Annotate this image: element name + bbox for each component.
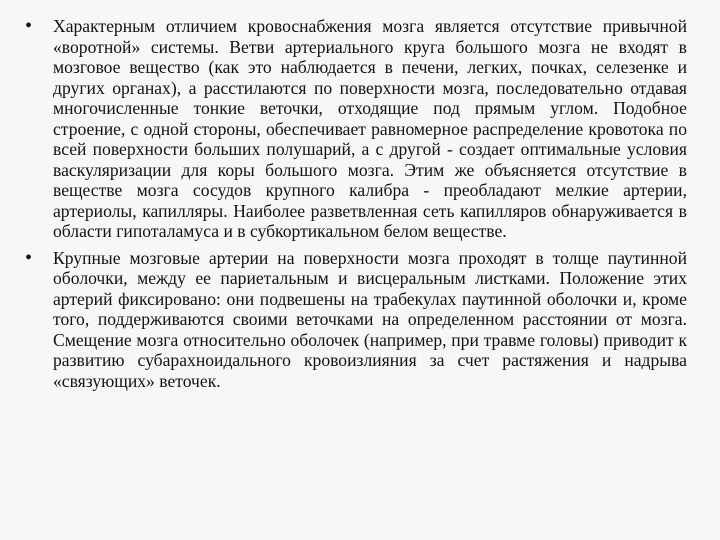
bullet-text: Крупные мозговые артерии на поверхности мозга проходят в толще паутинной оболочки, между ее париетальным и висцеральным листками. Положение этих артерий фиксировано: они подвешены на трабекулах паутинной оболочки и, кроме того, поддерживаются своими веточками на определенном расстоянии от мозга. Смещение мозга относительно оболочек (например, при травме головы) приводит к развитию субарахноидального кровоизлияния за счет растяжения и надрыва «связующих» веточек. xyxy=(53,247,687,391)
bullet-item-1 xyxy=(25,16,687,242)
bullet-text: Характерным отличием кровоснабжения мозга является отсутствие привычной «воротной» системы. Ветви артериального круга большого мозга не входят в мозговое вещество (как это наблюдается в печени, легких, почках, селезенке и других органах), а расстилаются по поверхности мозга, последовательно отдавая многочисленные тонкие веточки, отходящие под прямым углом. Подобное строение, с одной стороны, обеспечивает равномерное распределение кровотока по всей поверхности больших полушарий, а с другой - создает оптимальные условия васкуляризации для коры большого мозга. Этим же объясняется отсутствие в веществе мозга сосудов крупного калибра - преобладают мелкие артерии, артериолы, капилляры. Наиболее разветвленная сеть капилляров обнаруживается в области гипоталамуса и в субкортикальном белом веществе. xyxy=(53,16,687,241)
bullet-list xyxy=(25,16,687,397)
bullet-marker: • xyxy=(25,246,33,269)
bullet-item-2 xyxy=(25,248,687,392)
bullet-marker: • xyxy=(25,15,33,37)
